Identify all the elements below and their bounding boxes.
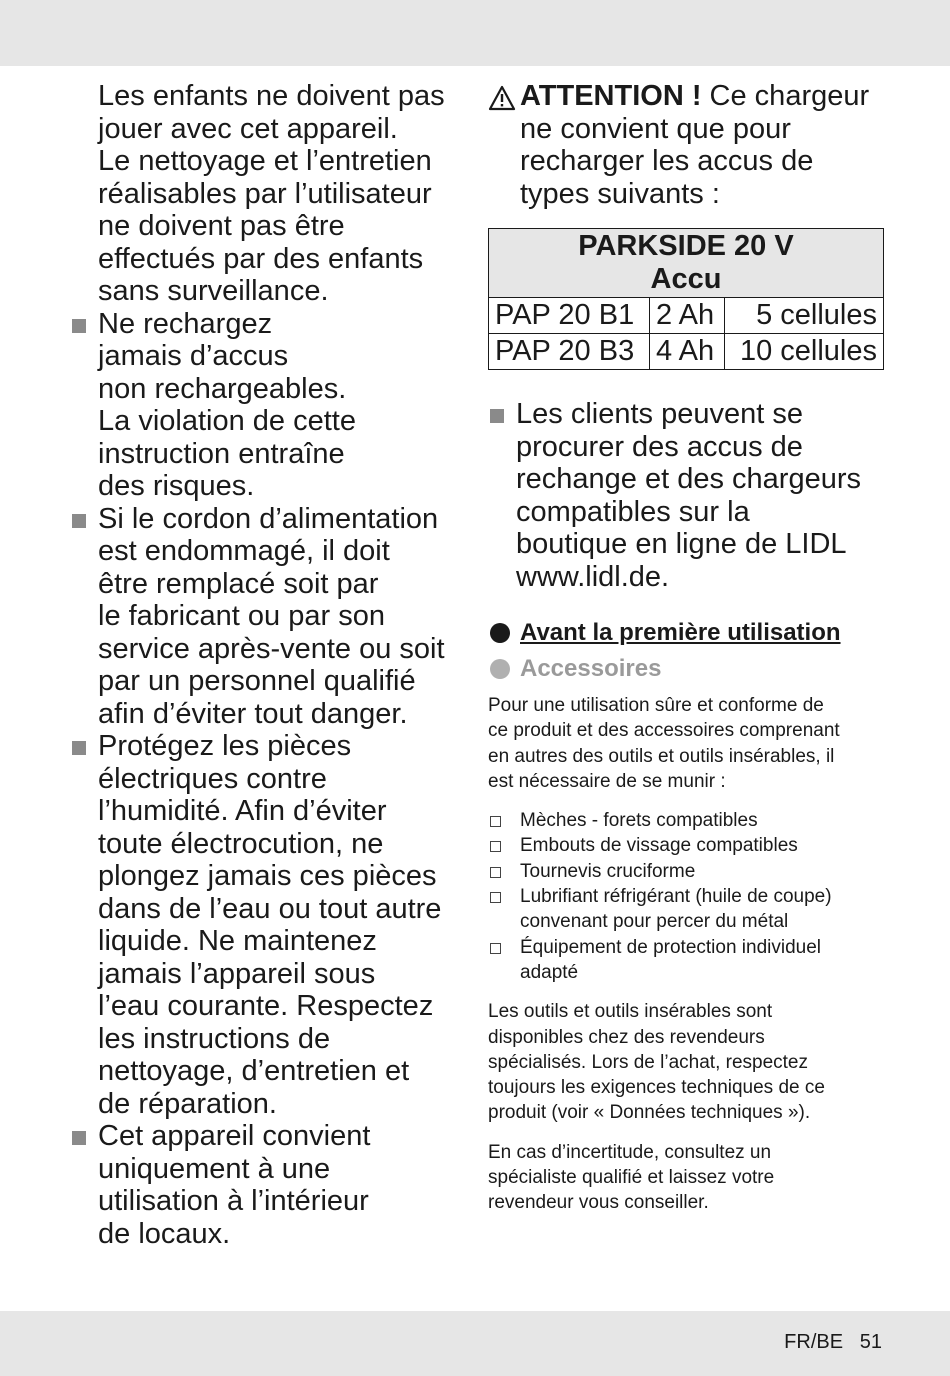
text-line: jamais l’appareil sous (98, 957, 376, 990)
text-line: La violation de cette (98, 405, 356, 437)
text-line: uniquement à une (98, 1152, 331, 1185)
text-line: types suivants : (520, 177, 720, 210)
text-line: réalisables par l’utilisateur (98, 177, 432, 210)
text-line: ne convient que pour (520, 112, 791, 145)
text-line: service après-vente ou soit (98, 632, 445, 665)
text-line: Le nettoyage et l’entretien (98, 145, 432, 177)
left-column (70, 80, 470, 1250)
text-line: par un personnel qualifié (98, 665, 416, 697)
table-cell-model: PAP 20 B3 (489, 334, 650, 370)
table-header-line: PARKSIDE 20 V (578, 230, 794, 262)
section-heading (488, 615, 888, 651)
paragraph (488, 1140, 888, 1216)
checkbox-icon (490, 841, 501, 852)
text-line: jamais d’accus (98, 340, 289, 372)
square-bullet-icon (490, 409, 504, 423)
text-line: revendeur vous conseiller. (488, 1192, 709, 1214)
attention-label: ATTENTION ! (520, 80, 702, 112)
bullet-item (488, 398, 888, 593)
text-line: ne doivent pas être (98, 210, 345, 242)
text-line: Cet appareil convient (98, 1120, 371, 1152)
text-line: est nécessaire de se munir : (488, 770, 726, 792)
text-line: liquide. Ne maintenez (98, 925, 377, 957)
table-header-cell (489, 229, 884, 298)
text-line: électriques contre (98, 762, 327, 795)
circle-bullet-icon (490, 623, 510, 643)
text-line: Embouts de vissage compatibles (520, 835, 798, 857)
text-line: spécialiste qualifié et laissez votre (488, 1167, 775, 1189)
text-line: Ce chargeur (701, 80, 870, 112)
text-line: des risques. (98, 470, 255, 502)
text-line: instruction entraîne (98, 437, 345, 470)
text-line: de locaux. (98, 1217, 231, 1250)
text-line: Protégez les pièces (98, 730, 352, 762)
text-line: est endommagé, il doit (98, 535, 390, 567)
text-line: boutique en ligne de LIDL (516, 528, 847, 560)
bullet-item (70, 308, 470, 503)
text-line: le fabricant ou par son (98, 600, 385, 632)
list-item (488, 808, 888, 833)
table-cell-capacity: 2 Ah (650, 298, 725, 334)
text-line: ce produit et des accessoires comprenant (488, 720, 840, 742)
list-item (488, 935, 888, 986)
text-line: l’eau courante. Respectez (98, 990, 434, 1022)
text-line: adapté (520, 961, 579, 983)
subsection-heading-text: Accessoires (520, 655, 662, 682)
text-line: Pour une utilisation sûre et conforme de (488, 695, 824, 716)
text-line: spécialisés. Lors de l’achat, respectez (488, 1051, 808, 1073)
text-line: Si le cordon d’alimentation (98, 502, 439, 535)
text-line: Équipement de protection individuel (520, 936, 822, 958)
table-header-line: Accu (650, 263, 722, 295)
table-row (489, 334, 884, 370)
text-line: dans de l’eau ou tout autre (98, 892, 442, 925)
text-line: en autres des outils et outils insérables, il (488, 745, 835, 767)
text-line: les instructions de (98, 1022, 331, 1055)
text-line: Ne rechargez (98, 307, 273, 340)
text-line: non rechargeables. (98, 372, 347, 405)
paragraph (488, 693, 888, 794)
warning-icon (488, 85, 516, 111)
top-band (0, 0, 950, 66)
checkbox-icon (490, 816, 501, 827)
page-footer (784, 1331, 882, 1354)
text-line: afin d’éviter tout danger. (98, 697, 408, 730)
text-line: toute électrocution, ne (98, 827, 384, 860)
intro-paragraph (70, 80, 470, 308)
right-column (488, 80, 888, 1216)
square-bullet-icon (72, 319, 86, 333)
text-line: compatibles sur la (516, 495, 750, 528)
text-line: rechange et des chargeurs (516, 463, 861, 495)
text-line: effectués par des enfants (98, 242, 424, 275)
page-number: 51 (859, 1331, 882, 1353)
square-bullet-icon (72, 1131, 86, 1145)
text-line: utilisation à l’intérieur (98, 1185, 369, 1217)
text-line: plongez jamais ces pièces (98, 860, 437, 892)
text-line: www.lidl.de. (516, 560, 670, 593)
table-cell-cells: 10 cellules (725, 334, 884, 370)
bullet-item (70, 503, 470, 731)
text-line: recharger les accus de (520, 145, 814, 177)
text-line: Mèches - forets compatibles (520, 810, 758, 832)
text-line: convenant pour percer du métal (520, 911, 789, 933)
circle-bullet-icon (490, 659, 510, 679)
text-line: l’humidité. Afin d’éviter (98, 795, 387, 827)
battery-table (488, 228, 884, 370)
text-line: Les outils et outils insérables sont (488, 1001, 773, 1023)
paragraph (488, 999, 888, 1125)
text-line: procurer des accus de (516, 430, 803, 463)
attention-block (488, 80, 888, 210)
text-line: disponibles chez des revendeurs (488, 1026, 765, 1048)
checkbox-icon (490, 867, 501, 878)
text-line: En cas d’incertitude, consultez un (488, 1141, 772, 1163)
text-line: de réparation. (98, 1087, 277, 1120)
checklist (488, 808, 888, 985)
text-line: produit (voir « Données techniques »). (488, 1102, 811, 1124)
text-line: Les enfants ne doivent pas (98, 80, 445, 112)
square-bullet-icon (72, 741, 86, 755)
table-cell-cells: 5 cellules (725, 298, 884, 334)
table-cell-capacity: 4 Ah (650, 334, 725, 370)
checkbox-icon (490, 943, 501, 954)
subsection-heading (488, 651, 888, 687)
bullet-item (70, 1120, 470, 1250)
table-cell-model: PAP 20 B1 (489, 298, 650, 334)
text-line: Les clients peuvent se (516, 398, 803, 430)
list-item (488, 859, 888, 884)
checkbox-icon (490, 892, 501, 903)
text-line: être remplacé soit par (98, 567, 379, 600)
list-item (488, 833, 888, 858)
text-line: toujours les exigences techniques de ce (488, 1077, 825, 1099)
table-header-row (489, 229, 884, 298)
bullet-item (70, 730, 470, 1120)
square-bullet-icon (72, 514, 86, 528)
text-line: nettoyage, d’entretien et (98, 1055, 410, 1087)
text-line: jouer avec cet appareil. (98, 112, 398, 145)
text-line: Lubrifiant réfrigérant (huile de coupe) (520, 886, 832, 908)
section-heading-text: Avant la première utilisation (520, 619, 841, 646)
text-line: sans surveillance. (98, 275, 329, 307)
text-line: Tournevis cruciforme (520, 860, 696, 882)
list-item (488, 884, 888, 935)
table-row (489, 298, 884, 334)
language-code: FR/BE (784, 1331, 844, 1353)
